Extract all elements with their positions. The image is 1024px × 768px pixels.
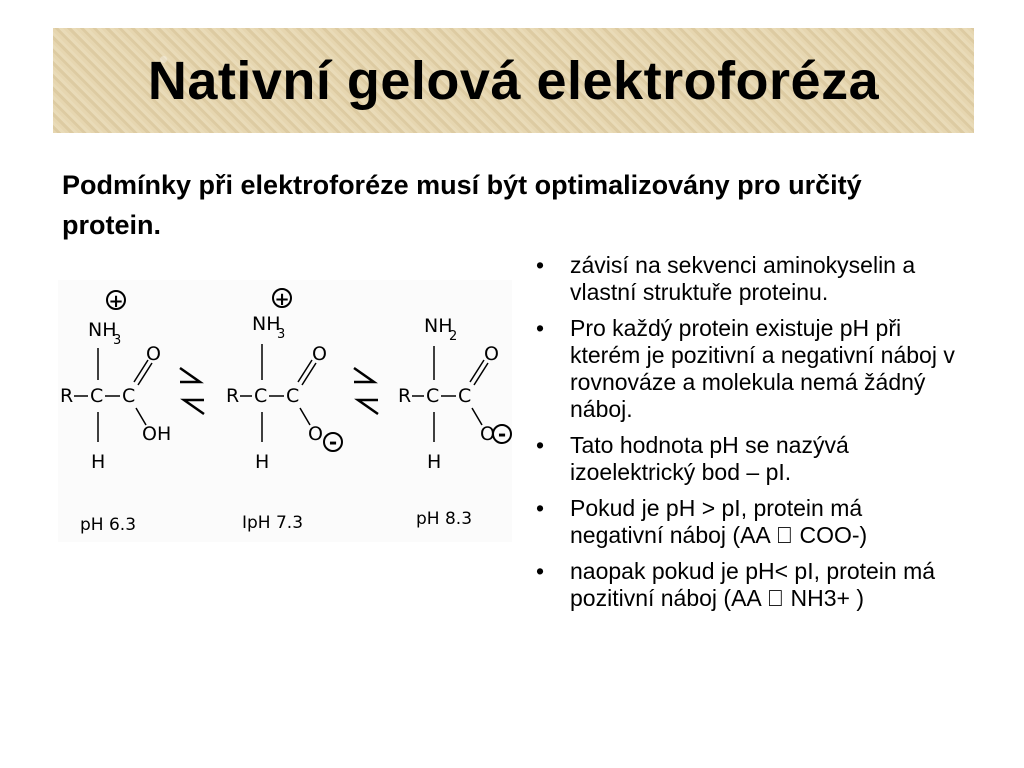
amine-label: NH <box>88 319 117 341</box>
double-bond-line <box>138 363 152 385</box>
carboxyl-carbon-label: C <box>122 385 136 407</box>
amine-subscript: 3 <box>113 333 122 348</box>
alpha-carbon-label: C <box>426 385 440 407</box>
amine-subscript: 2 <box>449 329 458 344</box>
bullet-item <box>530 558 960 612</box>
double-bond-line <box>298 360 312 382</box>
alpha-carbon-label: C <box>90 385 104 407</box>
plus-charge-text: + <box>274 289 290 310</box>
bullet-text: Pokud je pH > pI, protein má negativní náboj (AA COO-) <box>570 495 863 548</box>
plus-charge-text: + <box>108 291 124 312</box>
ph-label: IpH 7.3 <box>242 513 304 533</box>
bullet-dot-icon: • <box>535 558 545 584</box>
bullet-item <box>530 432 960 486</box>
carboxyl-carbon-label: C <box>458 385 472 407</box>
ph-label: pH 6.3 <box>80 515 137 535</box>
double-bond-line <box>474 363 488 385</box>
bullet-dot-icon: • <box>535 432 545 458</box>
bullet-dot-icon: • <box>535 252 545 278</box>
r-group-label: R <box>60 385 74 407</box>
slide-title: Nativní gelová elektroforéza <box>147 50 880 111</box>
oxygen-top-label: O <box>484 343 499 365</box>
structure-ph63 <box>60 291 171 535</box>
hydrogen-label: H <box>427 451 442 473</box>
structure-ph73 <box>226 289 342 533</box>
amine-label: NH <box>252 313 281 335</box>
alpha-carbon-label: C <box>254 385 268 407</box>
double-bond-line <box>470 360 484 382</box>
structure-ph83 <box>398 315 511 529</box>
bullet-list <box>530 252 960 621</box>
equilibrium-arrow-icon <box>180 368 204 414</box>
bullet-text: Tato hodnota pH se nazývá izoelektrický bod – pI. <box>570 432 849 485</box>
bullet-item <box>530 495 960 549</box>
amine-subscript: 3 <box>277 327 286 342</box>
oxygen-bottom-label: O <box>308 423 323 445</box>
bullet-item <box>530 315 960 423</box>
equilibrium-arrow-icon <box>354 368 378 414</box>
carboxyl-carbon-label: C <box>286 385 300 407</box>
bullet-dot-icon: • <box>535 495 545 521</box>
oxygen-top-label: O <box>312 343 327 365</box>
title-banner <box>53 28 974 133</box>
bullet-text: naopak pokud je pH< pI, protein má pozitivní náboj (AA NH3+ ) <box>570 558 936 611</box>
bullet-item <box>530 252 960 306</box>
ph-label: pH 8.3 <box>416 509 473 529</box>
r-group-label: R <box>398 385 412 407</box>
slide-subtitle: Podmínky při elektroforéze musí být optimalizovány pro určitý protein. <box>62 170 862 240</box>
oxygen-top-label: O <box>146 343 161 365</box>
minus-charge-text: - <box>328 430 338 454</box>
minus-charge-text: - <box>497 422 507 446</box>
amine-label: NH <box>424 315 453 337</box>
zwitterion-figure <box>58 280 512 542</box>
oxygen-bottom-label: OH <box>142 423 172 445</box>
hydrogen-label: H <box>255 451 270 473</box>
double-bond-line <box>302 363 316 385</box>
oxygen-bottom-label: O <box>480 423 495 445</box>
bullet-text: závisí na sekvenci aminokyselin a vlastní struktuře proteinu. <box>570 252 916 305</box>
bullet-dot-icon: • <box>535 315 545 341</box>
hydrogen-label: H <box>91 451 106 473</box>
bullet-text: Pro každý protein existuje pH při kterém je pozitivní a negativní náboj v rovnováze a molekula nemá žádný náboj. <box>570 315 955 422</box>
r-group-label: R <box>226 385 240 407</box>
